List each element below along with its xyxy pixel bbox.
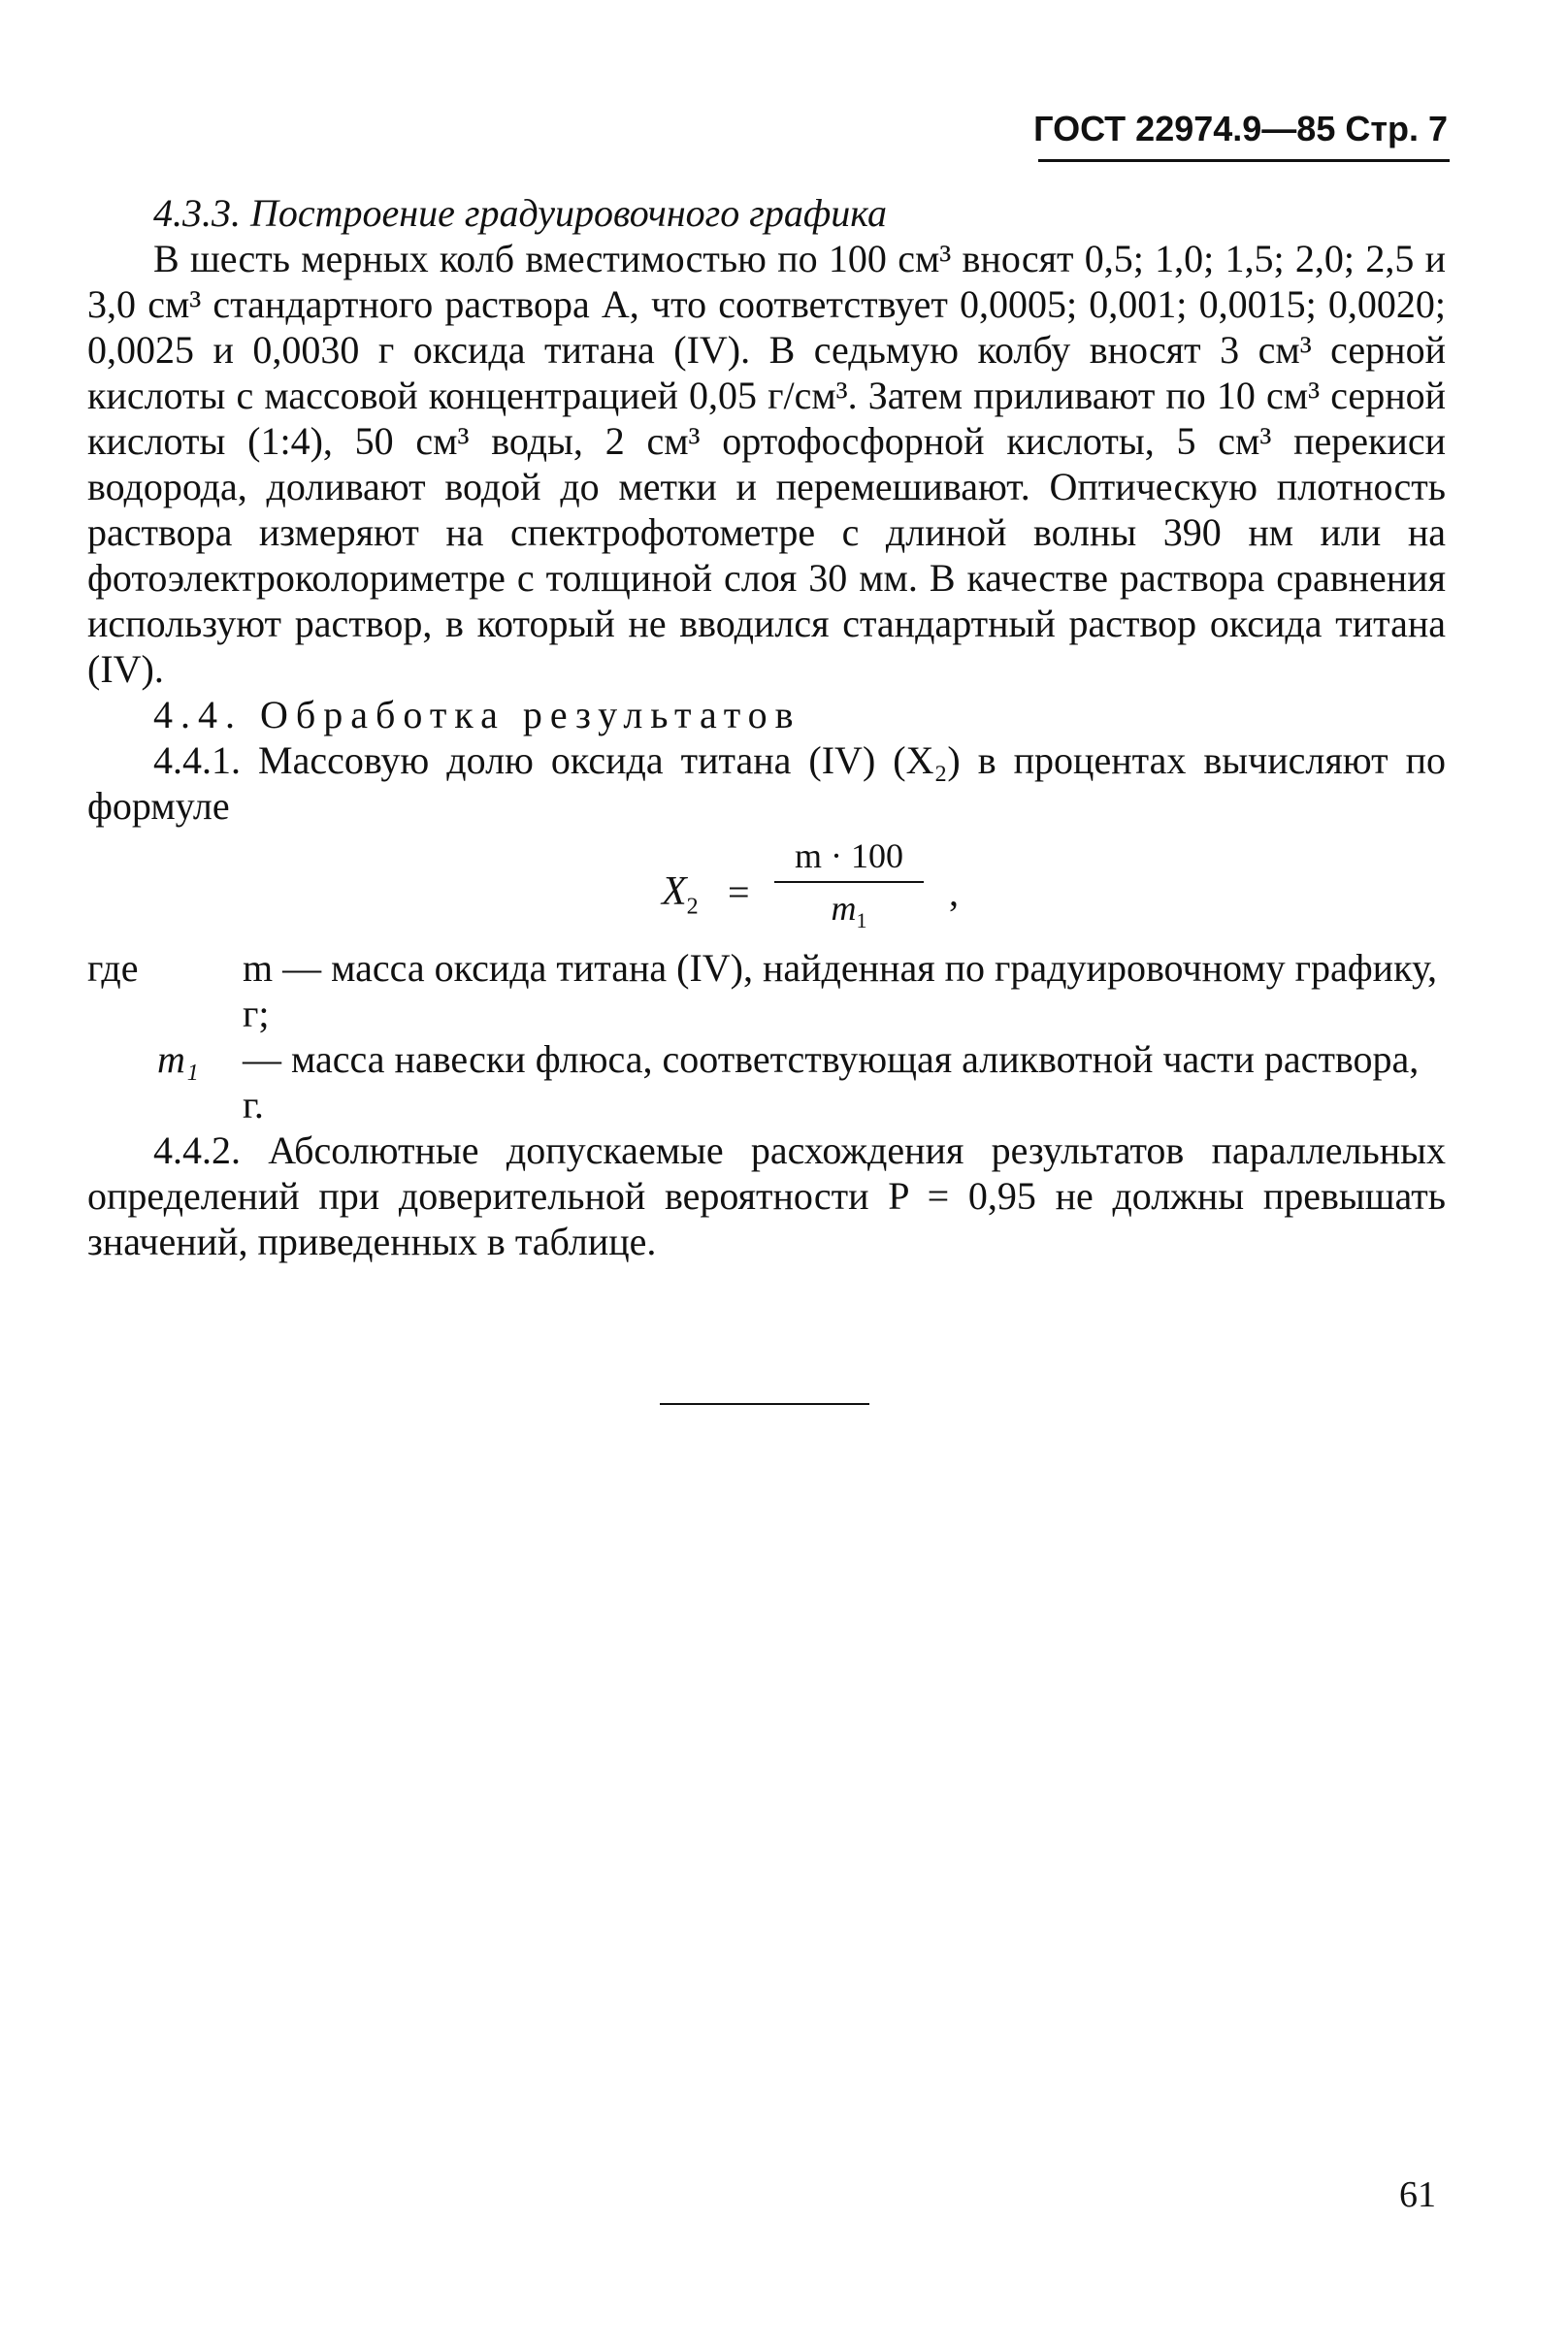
document-body: [87, 190, 1446, 1264]
section-4-3-3-title: 4.3.3. Построение градуировочного графика: [153, 191, 887, 235]
section-4-4-1-intro: 4.4.1. Массовую долю оксида титана (IV) (X₂) в процентах вычисляют по формуле: [87, 738, 1446, 828]
formula-denominator: $m_1$: [831, 889, 867, 933]
section-4-4-2-paragraph: 4.4.2. Абсолютные допускаемые расхождения результатов параллельных определений при доверительной вероятности P = 0,95 не должны превышать значений, приведенных в таблице.: [87, 1128, 1446, 1263]
where-m1-definition: [87, 1036, 1446, 1127]
where-lead: где: [87, 946, 139, 990]
end-divider: [660, 1403, 869, 1405]
fraction-bar: [774, 881, 924, 883]
section-4-3-3-paragraph: В шесть мерных колб вместимостью по 100 см³ вносят 0,5; 1,0; 1,5; 2,0; 2,5 и 3,0 см³ стандартного раствора А, что соответствует 0,0005; 0,001; 0,0015; 0,0020; 0,0025 и 0,0030 г оксида титана (IV). В седьмую колбу вносят 3 см³ серной кислоты с массовой концентрацией 0,05 г/см³. Затем приливают по 10 см³ серной кислоты (1:4), 50 см³ воды, 2 см³ ортофосфорной кислоты, 5 см³ перекиси водорода, доливают водой до метки и перемешивают. Оптическую плотность раствора измеряют на спектрофотометре с длиной волны 390 нм или на фотоэлектроколориметре с толщиной слоя 30 мм. В качестве раствора сравнения используют раствор, в который не вводился стандартный раствор оксида титана (IV).: [87, 237, 1446, 691]
section-4-4-title: 4.4. Обработка результатов: [153, 693, 801, 736]
formula-comma: ,: [949, 870, 959, 914]
where-m1-text: — масса навески флюса, соответствующая аликвотной части раствора, г.: [243, 1037, 1420, 1127]
page-number: 61: [1399, 2174, 1436, 2215]
where-m-definition: [87, 945, 1446, 1036]
formula-x2: [87, 834, 1446, 941]
formula-numerator: m · 100: [795, 836, 903, 875]
formula-lhs: $X_2$: [662, 869, 699, 920]
formula-equals: =: [728, 870, 750, 914]
where-m1-var: m₁: [157, 1037, 199, 1081]
formula-fraction: [767, 834, 931, 942]
where-m-text: m — масса оксида титана (IV), найденная по градуировочному графику, г;: [243, 946, 1437, 1035]
header-divider: [1038, 159, 1450, 162]
document-header: ГОСТ 22974.9—85 Стр. 7: [1033, 109, 1448, 148]
